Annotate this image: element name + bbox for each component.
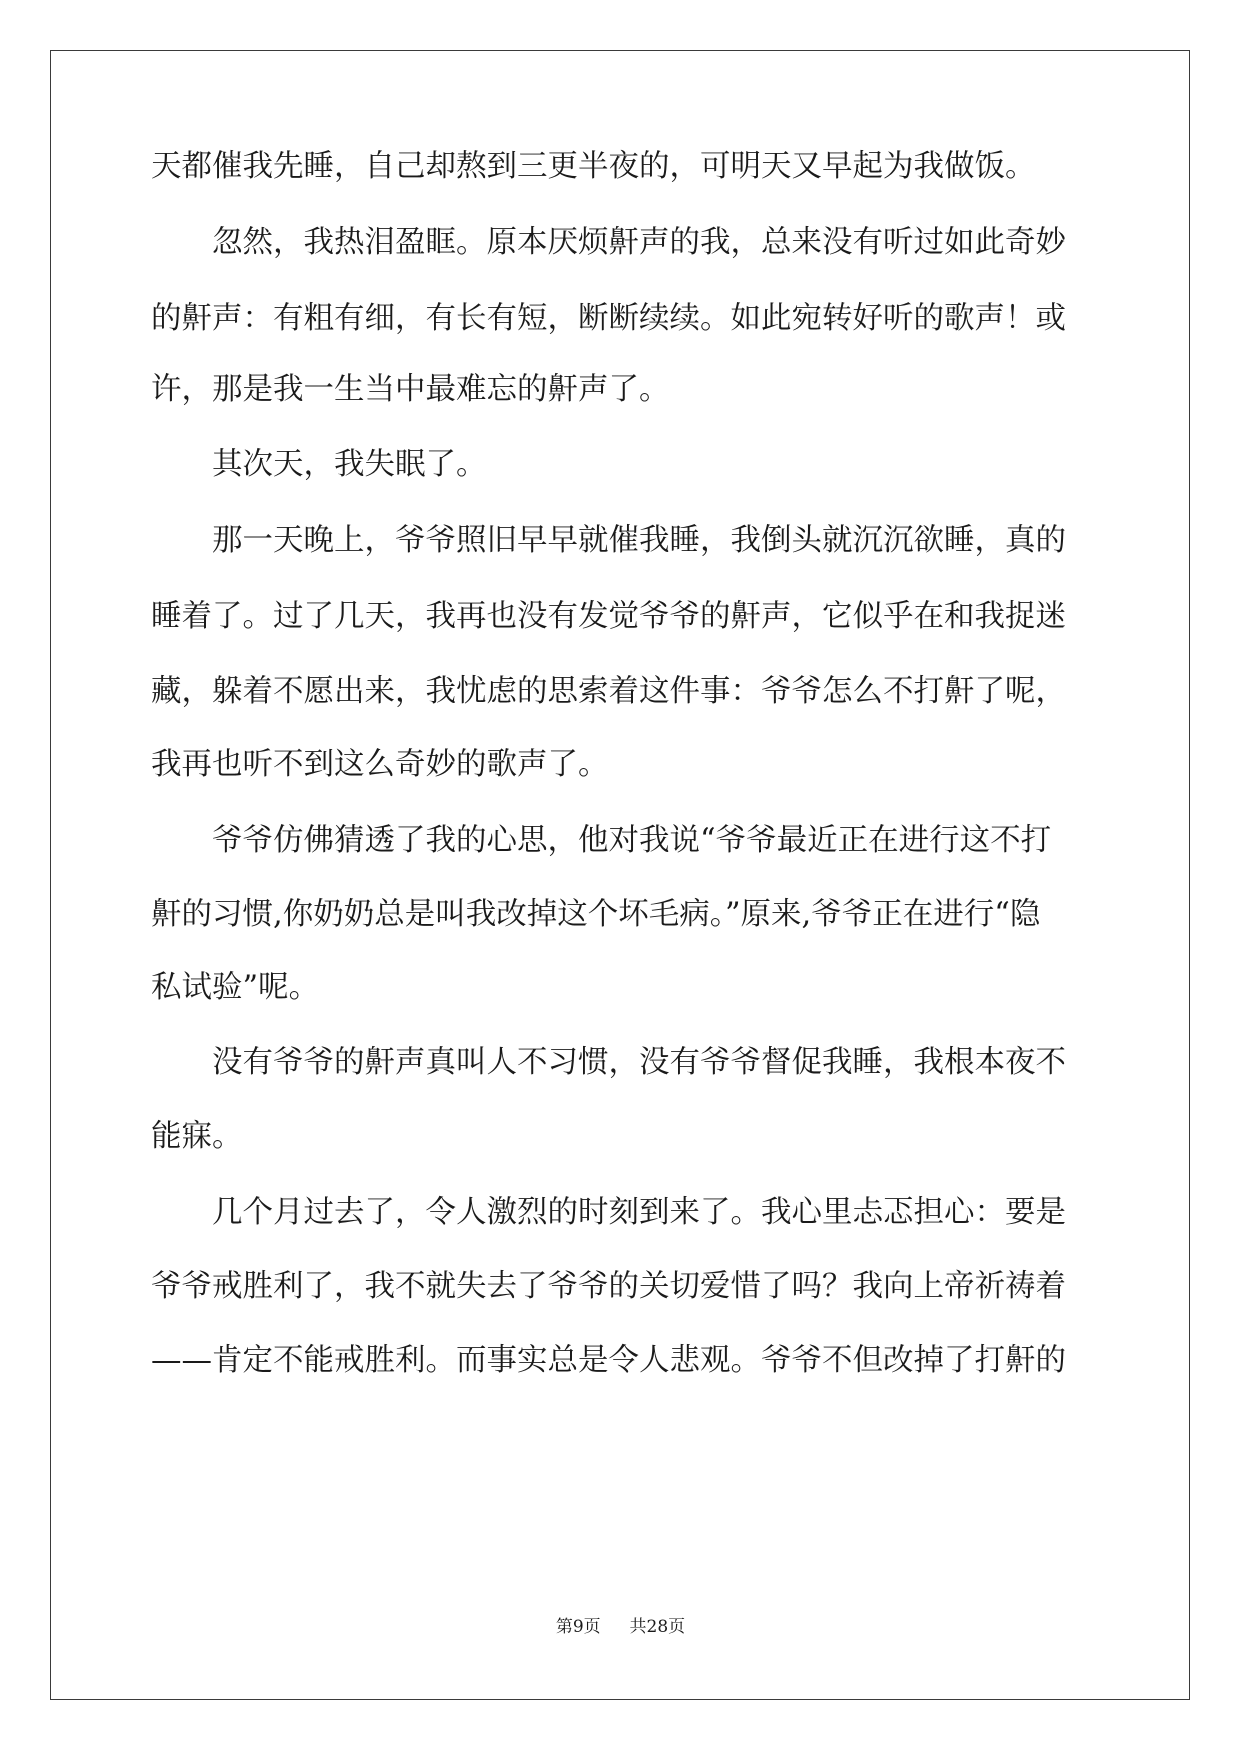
text-line: 那一天晚上，爷爷照旧早早就催我睡，我倒头就沉沉欲睡，真的 xyxy=(212,523,1066,558)
text-line: 爷爷仿佛猜透了我的心思，他对我说“爷爷最近正在进行这不打 xyxy=(212,823,1052,858)
page-total: 共28页 xyxy=(629,1617,686,1637)
text-line: 爷爷戒胜利了，我不就失去了爷爷的关切爱惜了吗？我向上帝祈祷着 xyxy=(151,1269,1066,1304)
page-number: 第9页 xyxy=(555,1617,601,1637)
text-line: 许，那是我一生当中最难忘的鼾声了。 xyxy=(151,372,670,407)
text-line: 的鼾声：有粗有细，有长有短，断断续续。如此宛转好听的歌声！或 xyxy=(151,301,1066,336)
text-line: 忽然，我热泪盈眶。原本厌烦鼾声的我，总来没有听过如此奇妙 xyxy=(212,225,1066,260)
text-line: 没有爷爷的鼾声真叫人不习惯，没有爷爷督促我睡，我根本夜不 xyxy=(212,1045,1066,1080)
text-line: 天都催我先睡，自己却熬到三更半夜的，可明天又早起为我做饭。 xyxy=(151,149,1036,184)
page-footer xyxy=(0,1612,1241,1637)
text-line: 能寐。 xyxy=(151,1119,243,1154)
text-line: 私试验”呢。 xyxy=(151,970,320,1005)
text-line: 其次天，我失眠了。 xyxy=(212,447,487,482)
page-border xyxy=(50,50,1190,1700)
text-line: 鼾的习惯,你奶奶总是叫我改掉这个坏毛病。”原来,爷爷正在进行“隐 xyxy=(151,897,1041,932)
text-line: 几个月过去了，令人激烈的时刻到来了。我心里忐忑担心：要是 xyxy=(212,1195,1066,1230)
text-line: 我再也听不到这么奇妙的歌声了。 xyxy=(151,747,609,782)
text-line: ——肯定不能戒胜利。而事实总是令人悲观。爷爷不但改掉了打鼾的 xyxy=(151,1343,1066,1378)
text-line: 睡着了。过了几天，我再也没有发觉爷爷的鼾声，它似乎在和我捉迷 xyxy=(151,599,1066,634)
text-line: 藏，躲着不愿出来，我忧虑的思索着这件事：爷爷怎么不打鼾了呢， xyxy=(151,674,1066,709)
